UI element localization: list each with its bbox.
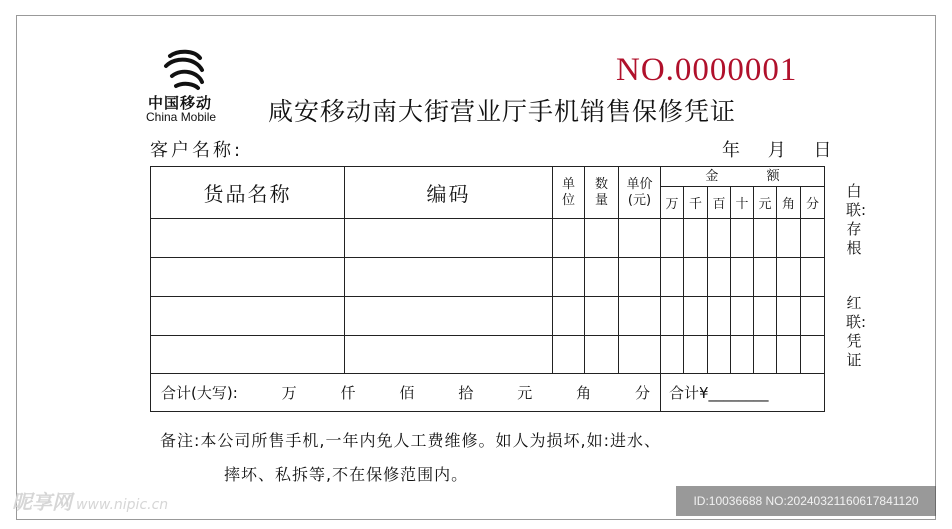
table-cell[interactable] xyxy=(684,297,708,336)
digit-header: 角 xyxy=(777,187,801,219)
table-cell[interactable] xyxy=(708,219,731,258)
table-cell[interactable] xyxy=(754,258,777,297)
table-cell[interactable] xyxy=(553,297,585,336)
table-cell[interactable] xyxy=(619,258,661,297)
table-cell[interactable] xyxy=(801,297,825,336)
table-cell[interactable] xyxy=(345,297,553,336)
unit-price-header xyxy=(619,167,661,219)
amount-header xyxy=(661,167,825,187)
table-cell[interactable] xyxy=(345,258,553,297)
unit-header-line2: 位 xyxy=(561,192,575,208)
table-cell[interactable] xyxy=(684,336,708,374)
watermark-url: www.nipic.cn xyxy=(76,497,169,513)
table-cell[interactable] xyxy=(708,336,731,374)
table-cell[interactable] xyxy=(777,219,801,258)
caps-unit: 角 xyxy=(576,384,592,402)
table-cell[interactable] xyxy=(151,219,345,258)
table-cell[interactable] xyxy=(661,297,684,336)
table-row xyxy=(151,258,825,297)
code-header: 编码 xyxy=(345,167,553,219)
quantity-header-line1: 数 xyxy=(594,176,608,192)
table-cell[interactable] xyxy=(731,258,754,297)
unit-header xyxy=(553,167,585,219)
total-amount-cell[interactable]: 合计¥________ xyxy=(661,374,825,412)
note-line-2: 摔坏、私拆等,不在保修范围内。 xyxy=(224,465,469,484)
total-row xyxy=(151,374,825,412)
amount-header-char2: 额 xyxy=(766,168,780,184)
unit-header-line1: 单 xyxy=(561,176,575,192)
red-copy-label: 红联:凭证 xyxy=(846,294,867,369)
table-cell[interactable] xyxy=(777,258,801,297)
sales-table xyxy=(150,166,825,412)
watermark xyxy=(12,486,168,515)
table-cell[interactable] xyxy=(585,336,619,374)
digit-header: 十 xyxy=(731,187,754,219)
table-cell[interactable] xyxy=(619,219,661,258)
table-cell[interactable] xyxy=(731,336,754,374)
table-cell[interactable] xyxy=(708,258,731,297)
table-cell[interactable] xyxy=(585,258,619,297)
table-cell[interactable] xyxy=(585,297,619,336)
table-cell[interactable] xyxy=(801,336,825,374)
quantity-header-line2: 量 xyxy=(594,192,608,208)
image-id-bar: ID:10036688 NO:20240321160617841120 xyxy=(676,486,936,516)
date-year: 年 xyxy=(722,140,740,161)
caps-unit: 佰 xyxy=(399,384,415,402)
table-cell[interactable] xyxy=(661,258,684,297)
table-cell[interactable] xyxy=(684,219,708,258)
caps-unit: 万 xyxy=(281,384,297,402)
customer-name-label: 客户名称: xyxy=(150,140,244,161)
table-cell[interactable] xyxy=(661,336,684,374)
table-cell[interactable] xyxy=(801,219,825,258)
table-cell[interactable] xyxy=(754,336,777,374)
table-row xyxy=(151,336,825,374)
table-cell[interactable] xyxy=(777,297,801,336)
date-line xyxy=(722,136,831,162)
caps-unit: 拾 xyxy=(458,384,474,402)
table-cell[interactable] xyxy=(708,297,731,336)
unit-price-header-line2: (元) xyxy=(627,192,652,208)
table-cell[interactable] xyxy=(619,336,661,374)
table-cell[interactable] xyxy=(801,258,825,297)
table-cell[interactable] xyxy=(553,258,585,297)
table-cell[interactable] xyxy=(731,297,754,336)
table-cell[interactable] xyxy=(345,219,553,258)
table-cell[interactable] xyxy=(754,297,777,336)
serial-number: NO.0000001 xyxy=(616,52,798,88)
table-cell[interactable] xyxy=(661,219,684,258)
table-cell[interactable] xyxy=(754,219,777,258)
china-mobile-logo-icon xyxy=(148,48,228,92)
amount-header-char1: 金 xyxy=(705,168,719,184)
table-cell[interactable] xyxy=(619,297,661,336)
digit-header: 百 xyxy=(708,187,731,219)
digit-header: 元 xyxy=(754,187,777,219)
date-month: 月 xyxy=(767,140,786,161)
watermark-site: 昵享网 xyxy=(12,490,72,514)
table-cell[interactable] xyxy=(151,336,345,374)
digit-header: 千 xyxy=(684,187,708,219)
total-capitals-label: 合计(大写): xyxy=(161,384,238,402)
table-cell[interactable] xyxy=(684,258,708,297)
caps-unit: 仟 xyxy=(340,384,356,402)
digit-header: 万 xyxy=(661,187,684,219)
table-cell[interactable] xyxy=(585,219,619,258)
digit-header: 分 xyxy=(801,187,825,219)
table-cell[interactable] xyxy=(151,297,345,336)
caps-unit: 元 xyxy=(517,384,533,402)
note-line-1: 备注:本公司所售手机,一年内免人工费维修。如人为损坏,如:进水、 xyxy=(160,431,661,450)
logo-chinese-text: 中国移动 xyxy=(148,94,213,112)
logo-english-text: China Mobile xyxy=(146,110,217,124)
quantity-header xyxy=(585,167,619,219)
table-cell[interactable] xyxy=(777,336,801,374)
total-capitals-cell xyxy=(151,374,661,412)
product-name-header: 货品名称 xyxy=(151,167,345,219)
table-cell[interactable] xyxy=(151,258,345,297)
table-row xyxy=(151,219,825,258)
date-day: 日 xyxy=(813,140,832,161)
table-cell[interactable] xyxy=(731,219,754,258)
unit-price-header-line1: 单价 xyxy=(626,176,653,192)
table-cell[interactable] xyxy=(345,336,553,374)
document-title: 咸安移动南大街营业厅手机销售保修凭证 xyxy=(268,97,737,126)
white-copy-label: 白联:存根 xyxy=(846,182,867,257)
table-cell[interactable] xyxy=(553,336,585,374)
caps-unit: 分 xyxy=(634,384,650,402)
table-cell[interactable] xyxy=(553,219,585,258)
table-row xyxy=(151,297,825,336)
